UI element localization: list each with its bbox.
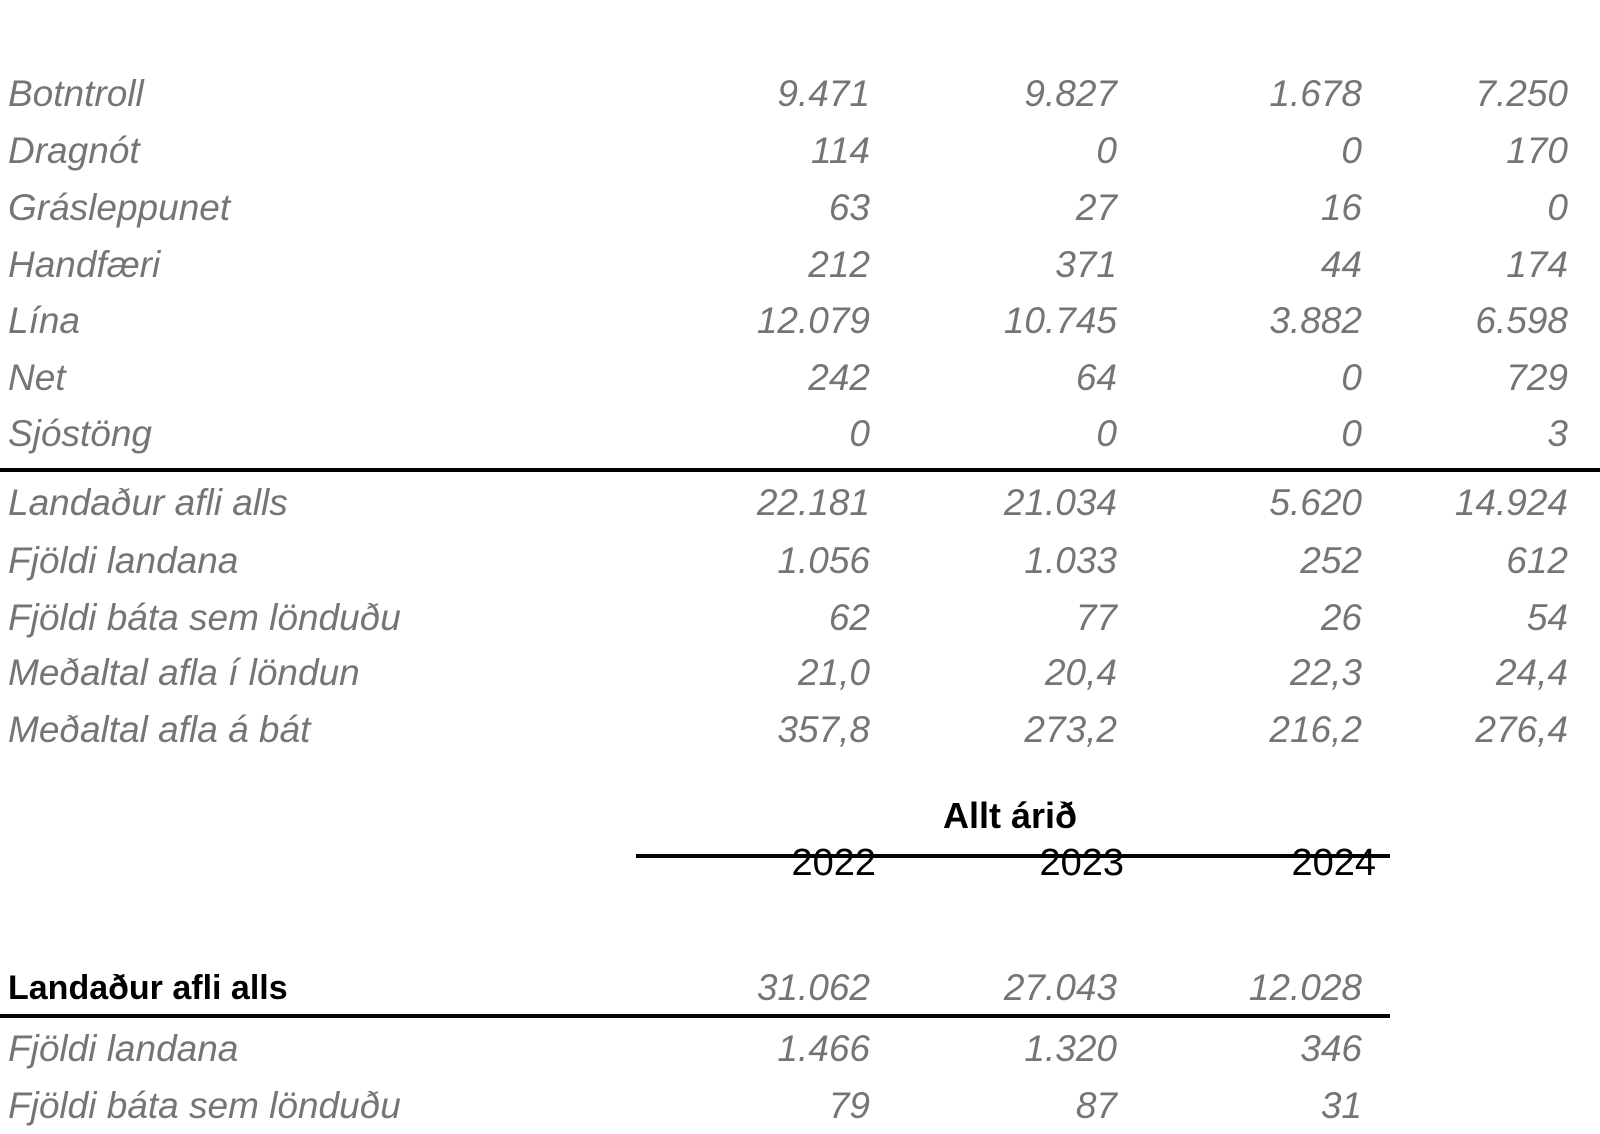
- table-row: [0, 475, 1600, 531]
- row-label: Lína: [8, 300, 81, 341]
- cell-value: 7.250: [1475, 73, 1568, 114]
- cell-value: 26: [1320, 597, 1362, 638]
- cell-value: 31.062: [756, 967, 870, 1008]
- table-divider: [0, 1014, 1390, 1018]
- row-label: Sjóstöng: [8, 413, 152, 454]
- cell-value: 9.471: [777, 73, 870, 114]
- row-label: Landaður afli alls: [8, 482, 288, 523]
- cell-value: 12.079: [756, 300, 870, 341]
- table-row: [0, 1021, 1600, 1077]
- table-row: [0, 533, 1600, 589]
- table-row: [0, 645, 1600, 701]
- table-divider: [0, 468, 1600, 472]
- cell-value: 216,2: [1269, 709, 1362, 750]
- cell-value: 22,3: [1289, 652, 1362, 693]
- table-row: [0, 406, 1600, 462]
- section-title: Allt árið: [942, 795, 1077, 836]
- row-label: Net: [8, 357, 66, 398]
- row-label: Meðaltal afla á bát: [8, 709, 311, 750]
- cell-value: 371: [1055, 244, 1117, 285]
- cell-value: 63: [828, 187, 870, 228]
- cell-value: 62: [828, 597, 870, 638]
- row-label: Fjöldi báta sem lönduðu: [8, 597, 401, 638]
- cell-value: 276,4: [1475, 709, 1568, 750]
- table-row: [0, 66, 1600, 122]
- cell-value: 0: [1547, 187, 1568, 228]
- cell-value: 0: [1096, 130, 1117, 171]
- year-header: 2024: [1291, 842, 1376, 884]
- cell-value: 21,0: [797, 652, 870, 693]
- cell-value: 0: [1341, 130, 1362, 171]
- row-label: Landaður afli alls: [8, 969, 288, 1007]
- table-row: [0, 960, 1600, 1016]
- cell-value: 242: [808, 357, 870, 398]
- cell-value: 273,2: [1024, 709, 1117, 750]
- table-row: [0, 702, 1600, 758]
- table-row: [0, 293, 1600, 349]
- cell-value: 1.466: [777, 1028, 870, 1069]
- year-header: 2022: [791, 842, 876, 884]
- cell-value: 31: [1320, 1085, 1362, 1126]
- cell-value: 1.056: [777, 540, 870, 581]
- table-row: [0, 590, 1600, 646]
- cell-value: 0: [1096, 413, 1117, 454]
- cell-value: 77: [1075, 597, 1117, 638]
- cell-value: 729: [1506, 357, 1568, 398]
- cell-value: 3.882: [1269, 300, 1362, 341]
- cell-value: 212: [808, 244, 870, 285]
- row-label: Dragnót: [8, 130, 140, 171]
- row-label: Fjöldi báta sem lönduðu: [8, 1085, 401, 1126]
- cell-value: 0: [1341, 357, 1362, 398]
- cell-value: 114: [811, 130, 870, 171]
- cell-value: 21.034: [1003, 482, 1117, 523]
- cell-value: 5.620: [1269, 482, 1362, 523]
- cell-value: 14.924: [1454, 482, 1568, 523]
- row-label: Fjöldi landana: [8, 1028, 239, 1069]
- cell-value: 79: [828, 1085, 870, 1126]
- year-header: 2023: [1039, 842, 1124, 884]
- cell-value: 24,4: [1495, 652, 1568, 693]
- table-row: [0, 180, 1600, 236]
- cell-value: 1.033: [1024, 540, 1117, 581]
- table-row: [0, 350, 1600, 406]
- cell-value: 44: [1320, 244, 1362, 285]
- row-label: Fjöldi landana: [8, 540, 239, 581]
- table-row: [0, 237, 1600, 293]
- cell-value: 0: [849, 413, 870, 454]
- table-row: [0, 1078, 1600, 1134]
- cell-value: 6.598: [1475, 300, 1568, 341]
- cell-value: 252: [1300, 540, 1362, 581]
- cell-value: 27: [1075, 187, 1117, 228]
- row-label: Meðaltal afla í löndun: [8, 652, 360, 693]
- cell-value: 22.181: [756, 482, 870, 523]
- cell-value: 12.028: [1248, 967, 1362, 1008]
- cell-value: 174: [1506, 244, 1568, 285]
- cell-value: 87: [1075, 1085, 1117, 1126]
- cell-value: 357,8: [777, 709, 870, 750]
- table-row: [0, 123, 1600, 179]
- cell-value: 9.827: [1024, 73, 1117, 114]
- cell-value: 20,4: [1044, 652, 1117, 693]
- row-label: Handfæri: [8, 244, 161, 285]
- cell-value: 612: [1506, 540, 1568, 581]
- cell-value: 1.678: [1269, 73, 1362, 114]
- cell-value: 0: [1341, 413, 1362, 454]
- cell-value: 64: [1075, 357, 1117, 398]
- row-label: Botntroll: [8, 73, 144, 114]
- cell-value: 27.043: [1003, 967, 1117, 1008]
- cell-value: 3: [1547, 413, 1568, 454]
- cell-value: 1.320: [1024, 1028, 1117, 1069]
- cell-value: 170: [1506, 130, 1568, 171]
- cell-value: 10.745: [1003, 300, 1117, 341]
- cell-value: 16: [1320, 187, 1362, 228]
- cell-value: 54: [1526, 597, 1568, 638]
- cell-value: 346: [1300, 1028, 1362, 1069]
- row-label: Grásleppunet: [8, 187, 231, 228]
